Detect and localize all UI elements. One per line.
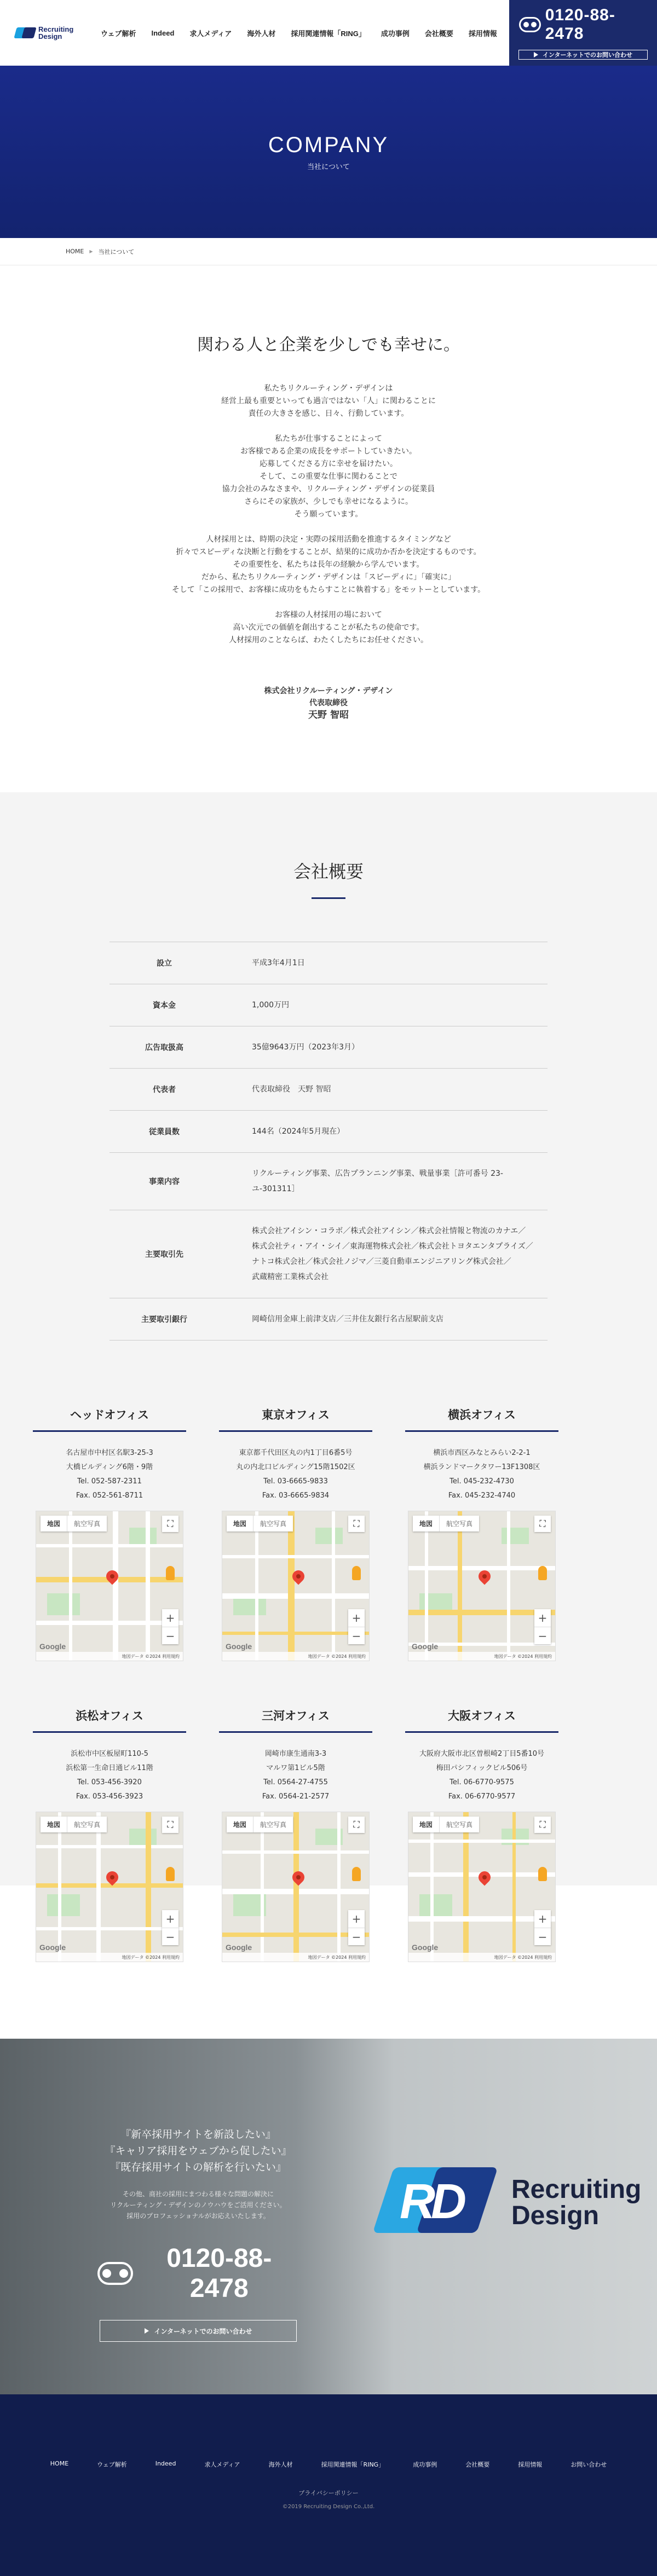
office-address2: 梅田パシフィックビル506号 (436, 1764, 528, 1772)
row-value: 35億9643万円（2023年3月） (252, 1043, 359, 1052)
message-paragraph: お客様の人材採用の場において 高い次元での価値を創出することが私たちの使命です。 人材採用のことならば、わたくしたちにお任せください。 (229, 611, 428, 645)
fullscreen-icon[interactable]: ⛶ (162, 1516, 178, 1532)
map-tab-map[interactable]: 地図 (47, 1821, 61, 1829)
map-attribution[interactable]: 地図データ ©2024 利用規約 (36, 1652, 183, 1661)
office-name: 三河オフィス (219, 1707, 372, 1733)
row-label: 資本金 (153, 1001, 176, 1010)
table-row (110, 1153, 548, 1210)
breadcrumb-current: 当社について (98, 248, 135, 256)
banner-web-contact-label: インターネットでのお問い合わせ (154, 2327, 252, 2335)
office-info (405, 1446, 558, 1503)
map-tab-map[interactable]: 地図 (419, 1520, 433, 1528)
title-underline (312, 897, 345, 899)
zoom-out-icon[interactable]: − (534, 1627, 551, 1644)
google-logo: Google (412, 1642, 439, 1651)
map-park (502, 1528, 529, 1544)
office-fax: Fax. 06-6770-9577 (448, 1792, 516, 1801)
map-type-tabs (413, 1817, 479, 1832)
office-map[interactable] (408, 1511, 556, 1661)
zoom-controls (348, 1609, 365, 1644)
map-road (36, 1544, 183, 1547)
zoom-in-icon[interactable]: + (538, 1912, 548, 1925)
google-logo: Google (412, 1943, 439, 1952)
map-park (47, 1894, 80, 1916)
breadcrumb-home[interactable]: HOME (66, 248, 84, 255)
map-road (332, 1511, 335, 1661)
map-road (146, 1812, 151, 1962)
banner-subtext: その他、商社の採用にまつわる様々な問題の解決に リクルーティング・デザインのノウハウをご活用ください。 採用のプロフェッショナルがお応えいたします。 (110, 2190, 286, 2220)
message-heading: 関わる人と企業を少しでも幸せに。 (197, 335, 460, 355)
signature-name: 天野 智昭 (308, 710, 349, 721)
footer-nav-item[interactable]: 採用関連情報「RING」 (321, 2461, 385, 2468)
banner-logo-line1: Recruiting (511, 2175, 642, 2204)
office-address1: 大阪府大阪市北区曽根崎2丁目5番10号 (419, 1750, 545, 1758)
office-info (219, 1446, 372, 1503)
office-card (405, 1707, 558, 1962)
map-park (47, 1593, 80, 1615)
free-dial-icon (519, 17, 541, 32)
row-value: リクルーティング事業、広告プランニング事業、戦量事業［許可番号 23-ユ-301311］ (252, 1169, 503, 1193)
map-park (129, 1829, 157, 1845)
google-logo: Google (226, 1943, 252, 1952)
nav-item-media[interactable]: 求人メディア (189, 29, 232, 38)
zoom-controls (534, 1910, 551, 1945)
copyright: ©2019 Recruiting Design Co.,Ltd. (282, 2504, 375, 2510)
office-card (219, 1707, 372, 1962)
footer-nav-item[interactable]: Indeed (155, 2460, 176, 2467)
banner-lines (97, 2126, 299, 2175)
tel-number: 0120-88-2478 (545, 6, 615, 43)
map-road (261, 1812, 264, 1962)
nav-item-cases[interactable]: 成功事例 (381, 29, 410, 38)
page-hero (0, 66, 657, 238)
banner-logo-line2: Design (511, 2201, 600, 2230)
office-fax: Fax. 0564-21-2577 (262, 1792, 330, 1801)
map-tab-map[interactable]: 地図 (233, 1520, 247, 1528)
row-label: 従業員数 (149, 1128, 180, 1136)
footer-nav-item[interactable]: 採用情報 (518, 2461, 543, 2468)
banner-line: 『新卒採用サイトを新設したい』 (120, 2128, 276, 2140)
map-park (315, 1528, 343, 1544)
zoom-controls (348, 1910, 365, 1945)
map-tab-satellite[interactable]: 航空写真 (67, 1817, 107, 1832)
map-road (58, 1812, 61, 1962)
nav-item-web-analysis[interactable]: ウェブ解析 (101, 29, 136, 38)
map-type-tabs (41, 1516, 107, 1531)
map-road (222, 1555, 370, 1558)
map-road (458, 1511, 462, 1661)
map-tab-map[interactable]: 地図 (233, 1821, 247, 1829)
office-address1: 浜松市中区板屋町110-5 (71, 1750, 148, 1758)
office-address2: 横浜ランドマークタワー13F1308区 (423, 1463, 540, 1471)
table-row (110, 984, 548, 1026)
footer-nav-item[interactable]: お問い合わせ (570, 2461, 607, 2468)
row-value: 株式会社アイシン・コラボ／株式会社アイシン／株式会社情報と物流のカナエ／ 株式会社ティ・アイ・シイ／東海運物株式会社／株式会社トヨタエンタプライズ／ ナトコ株式会社／株式会社ノジマ／三菱自動車エンジニアリング株式会社／ 武蔵精密工業株式会社 (252, 1227, 533, 1281)
map-type-tabs (227, 1817, 293, 1832)
banner-tel-number: 0120-88-2478 (166, 2244, 272, 2303)
map-road (463, 1812, 469, 1962)
map-tab-satellite[interactable]: 航空写真 (439, 1516, 479, 1531)
footer-nav (0, 2460, 657, 2469)
footer-nav-item[interactable]: 求人メディア (204, 2461, 240, 2468)
zoom-in-icon[interactable]: + (165, 1912, 175, 1925)
footer-nav-item[interactable]: 会社概要 (465, 2461, 490, 2468)
page-title: COMPANY (268, 132, 389, 157)
map-tab-map[interactable]: 地図 (47, 1520, 61, 1528)
zoom-out-icon[interactable]: − (348, 1627, 365, 1644)
logo-line1: Recruiting (38, 25, 74, 33)
office-fax: Fax. 052-561-8711 (76, 1492, 143, 1500)
map-road (430, 1812, 434, 1962)
office-card (33, 1406, 186, 1661)
office-card (219, 1406, 372, 1661)
map-road (408, 1610, 556, 1615)
map-road (293, 1812, 299, 1962)
office-name: 大阪オフィス (405, 1707, 558, 1733)
web-contact-label: インターネットでのお問い合わせ (542, 51, 632, 59)
map-road (222, 1632, 370, 1635)
company-overview (0, 792, 657, 1962)
office-info (219, 1747, 372, 1804)
row-value: 平成3年4月1日 (252, 959, 305, 967)
message-paragraph: 私たちが仕事することによって お客様である企業の成長をサポートしていきたい。 応募してくださる方に幸せを届けたい。 そして、この重要な仕事に関わることで 協力会社のみなさまや、リクルーティング・デザインの従業員 さらにその家族が、少しでも幸せになるように。 そう願っています。 (222, 434, 435, 519)
zoom-out-icon[interactable]: − (348, 1928, 365, 1945)
site-logo[interactable] (0, 0, 93, 66)
pegman-icon[interactable] (166, 1867, 175, 1881)
office-name: ヘッドオフィス (33, 1406, 186, 1432)
banner-logo-text (511, 2177, 641, 2229)
map-type-tabs (227, 1516, 293, 1531)
zoom-in-icon[interactable]: + (538, 1611, 548, 1624)
map-road (113, 1511, 118, 1661)
nav-item-overseas[interactable]: 海外人材 (247, 29, 276, 38)
office-info (33, 1747, 186, 1804)
logo-letters: RD (400, 2174, 462, 2229)
row-label: 設立 (157, 959, 172, 968)
map-road (222, 1593, 370, 1599)
logo-mark-icon (383, 2162, 509, 2244)
contact-banner (0, 2039, 657, 2394)
nav-item-company[interactable]: 会社概要 (424, 29, 453, 38)
zoom-in-icon[interactable]: + (165, 1611, 175, 1624)
table-row (110, 1298, 548, 1341)
privacy-link[interactable]: プライバシーポリシー (298, 2490, 359, 2497)
map-park (129, 1528, 157, 1544)
overview-title: 会社概要 (293, 861, 364, 882)
map-attribution[interactable]: 地図データ ©2024 利用規約 (408, 1652, 555, 1661)
nav-item-ring[interactable]: 採用関連情報「RING」 (291, 29, 366, 38)
office-address2: 大橋ビルディング6階・9階 (66, 1463, 153, 1471)
arrow-icon (534, 52, 538, 57)
office-tel: Tel. 045-232-4730 (449, 1477, 514, 1486)
office-fax: Fax. 045-232-4740 (448, 1492, 516, 1500)
row-label: 代表者 (153, 1086, 176, 1094)
map-attribution[interactable]: 地図データ ©2024 利用規約 (408, 1953, 555, 1962)
office-info (33, 1446, 186, 1503)
map-attribution[interactable]: 地図データ ©2024 利用規約 (222, 1652, 369, 1661)
office-fax: Fax. 053-456-3923 (76, 1792, 143, 1801)
signature-company: 株式会社リクルーティング・デザイン (264, 687, 393, 695)
row-label: 主要取引先 (145, 1250, 183, 1259)
office-map[interactable] (408, 1812, 556, 1962)
map-road (222, 1850, 370, 1854)
footer-nav-item[interactable]: 成功事例 (413, 2461, 437, 2468)
map-road (255, 1511, 258, 1661)
zoom-controls (162, 1609, 178, 1644)
map-tab-map[interactable]: 地図 (419, 1821, 433, 1829)
office-address1: 東京都千代田区丸の内1丁目6番5号 (239, 1449, 353, 1457)
row-value: 岡崎信用金庫上前津支店／三井住友銀行名古屋駅前支店 (252, 1315, 443, 1324)
banner-logo (383, 2162, 641, 2244)
office-address1: 岡崎市康生通南3-3 (264, 1750, 327, 1758)
ceo-message (0, 265, 657, 792)
arrow-icon (145, 2328, 149, 2334)
map-road (425, 1511, 428, 1661)
table-row (110, 1210, 548, 1298)
google-logo: Google (226, 1642, 252, 1651)
map-road (288, 1511, 295, 1661)
table-row (110, 1111, 548, 1153)
nav-item-recruit[interactable]: 採用情報 (468, 29, 497, 38)
fullscreen-icon[interactable]: ⛶ (162, 1817, 178, 1833)
map-road (512, 1812, 516, 1962)
zoom-in-icon[interactable]: + (351, 1912, 361, 1925)
zoom-out-icon[interactable]: − (534, 1928, 551, 1945)
zoom-out-icon[interactable]: − (162, 1627, 178, 1644)
map-tab-satellite[interactable]: 航空写真 (253, 1516, 293, 1531)
banner-tel[interactable] (97, 2243, 299, 2304)
map-road (507, 1511, 510, 1661)
map-tab-satellite[interactable]: 航空写真 (67, 1516, 107, 1531)
office-tel: Tel. 06-6770-9575 (449, 1778, 514, 1786)
office-address1: 名古屋市中村区名駅3-25-3 (66, 1449, 153, 1457)
map-pin-icon[interactable] (290, 1869, 307, 1885)
logo-line2: Design (38, 32, 62, 40)
map-tab-satellite[interactable]: 航空写真 (439, 1817, 479, 1832)
site-footer (0, 2394, 657, 2576)
office-card (405, 1406, 558, 1661)
office-card (33, 1707, 186, 1962)
office-name: 東京オフィス (219, 1406, 372, 1432)
office-name: 横浜オフィス (405, 1406, 558, 1432)
map-pin-icon[interactable] (476, 1568, 493, 1585)
office-address1: 横浜市西区みなとみらい2-2-1 (433, 1449, 531, 1457)
banner-web-contact-button[interactable] (100, 2320, 297, 2342)
header-contact (509, 0, 657, 66)
map-park (419, 1894, 452, 1916)
office-map[interactable] (36, 1812, 183, 1962)
map-road (222, 1933, 370, 1937)
pegman-icon[interactable] (352, 1566, 361, 1580)
map-road (146, 1511, 150, 1661)
web-contact-button[interactable] (518, 50, 648, 60)
table-row (110, 1069, 548, 1111)
row-label: 主要取引銀行 (141, 1315, 187, 1324)
office-tel: Tel. 0564-27-4755 (263, 1778, 328, 1786)
logo-mark-icon (15, 26, 36, 40)
office-tel: Tel. 03-6665-9833 (263, 1477, 328, 1486)
office-map[interactable] (222, 1812, 370, 1962)
office-address2: 丸の内北口ビルディング15階1502区 (236, 1463, 355, 1471)
map-road (408, 1566, 556, 1570)
office-address2: 浜松第一生命日通ビル11階 (66, 1764, 153, 1772)
pegman-icon[interactable] (538, 1566, 547, 1580)
google-logo: Google (39, 1943, 66, 1952)
office-name: 浜松オフィス (33, 1707, 186, 1733)
logo-text (38, 26, 73, 40)
office-map[interactable] (222, 1511, 370, 1661)
table-row (110, 942, 548, 984)
main-nav (93, 0, 509, 66)
office-tel: Tel. 053-456-3920 (77, 1778, 142, 1786)
zoom-controls (162, 1910, 178, 1945)
row-label: 広告取扱高 (145, 1043, 183, 1052)
zoom-in-icon[interactable]: + (351, 1611, 361, 1624)
office-tel: Tel. 052-587-2311 (77, 1477, 142, 1486)
breadcrumb (0, 238, 657, 265)
zoom-controls (534, 1609, 551, 1644)
map-attribution[interactable]: 地図データ ©2024 利用規約 (36, 1953, 183, 1962)
map-pin-icon[interactable] (476, 1869, 493, 1885)
pegman-icon[interactable] (352, 1867, 361, 1881)
message-paragraph: 人材採用とは、時期の決定・実際の採用活動を推進するタイミングなど 折々でスピーディな決断と行動をすることが、結果的に成功か否かを決定するものです。 その重要性を、私たちは長年の経験から学んでいます。 だから、私たちリクルーティング・デザインは「スピーディに」「確実に」 そして「この採用で、お客様に成功をもたらすことに執着する」をモットーとしています。 (171, 535, 486, 594)
fullscreen-icon[interactable]: ⛶ (348, 1817, 365, 1833)
office-address2: マルワ第1ビル5階 (266, 1764, 325, 1772)
pegman-icon[interactable] (166, 1566, 175, 1580)
nav-item-indeed[interactable]: Indeed (151, 28, 175, 37)
signature (0, 685, 657, 721)
footer-nav-item[interactable]: ウェブ解析 (97, 2461, 127, 2468)
page-subtitle: 当社について (307, 163, 350, 171)
zoom-out-icon[interactable]: − (162, 1928, 178, 1945)
site-header (0, 0, 657, 66)
overview-table (110, 942, 548, 1341)
row-value: 1,000万円 (252, 1001, 290, 1009)
row-value: 代表取締役 天野 智昭 (252, 1085, 331, 1094)
map-type-tabs (413, 1516, 479, 1531)
office-info (405, 1747, 558, 1804)
map-road (36, 1621, 183, 1625)
office-fax: Fax. 03-6665-9834 (262, 1492, 330, 1500)
message-paragraph: 私たちリクルーティング・デザインは 経営上最も重要といっても過言ではない「人」に関わることに 責任の大きさを感じ、日々、行動しています。 (221, 384, 436, 418)
map-road (69, 1511, 72, 1661)
banner-line: 『キャリア採用をウェブから促したい』 (105, 2145, 292, 2157)
fullscreen-icon[interactable]: ⛶ (348, 1516, 365, 1532)
footer-nav-item[interactable]: 海外人材 (268, 2461, 293, 2468)
signature-role: 代表取締役 (309, 699, 348, 707)
map-road (337, 1812, 341, 1962)
footer-nav-item[interactable]: HOME (50, 2460, 69, 2467)
pegman-icon[interactable] (538, 1867, 547, 1881)
google-logo: Google (39, 1642, 66, 1651)
office-list (33, 1341, 624, 1962)
map-attribution[interactable]: 地図データ ©2024 利用規約 (222, 1953, 369, 1962)
banner-line: 『既存採用サイトの解析を行いたい』 (110, 2161, 286, 2173)
row-value: 144名（2024年5月現在） (252, 1127, 345, 1136)
chevron-right-icon: ▶ (89, 249, 93, 254)
map-tab-satellite[interactable]: 航空写真 (253, 1817, 293, 1832)
free-dial-icon (97, 2262, 133, 2285)
table-row (110, 1026, 548, 1069)
row-label: 事業内容 (149, 1177, 180, 1186)
header-tel[interactable] (519, 6, 647, 43)
fullscreen-icon[interactable]: ⛶ (534, 1516, 551, 1532)
banner-content (97, 2126, 299, 2342)
map-type-tabs (41, 1817, 107, 1832)
office-map[interactable] (36, 1511, 183, 1661)
map-road (96, 1812, 101, 1962)
fullscreen-icon[interactable]: ⛶ (534, 1817, 551, 1833)
